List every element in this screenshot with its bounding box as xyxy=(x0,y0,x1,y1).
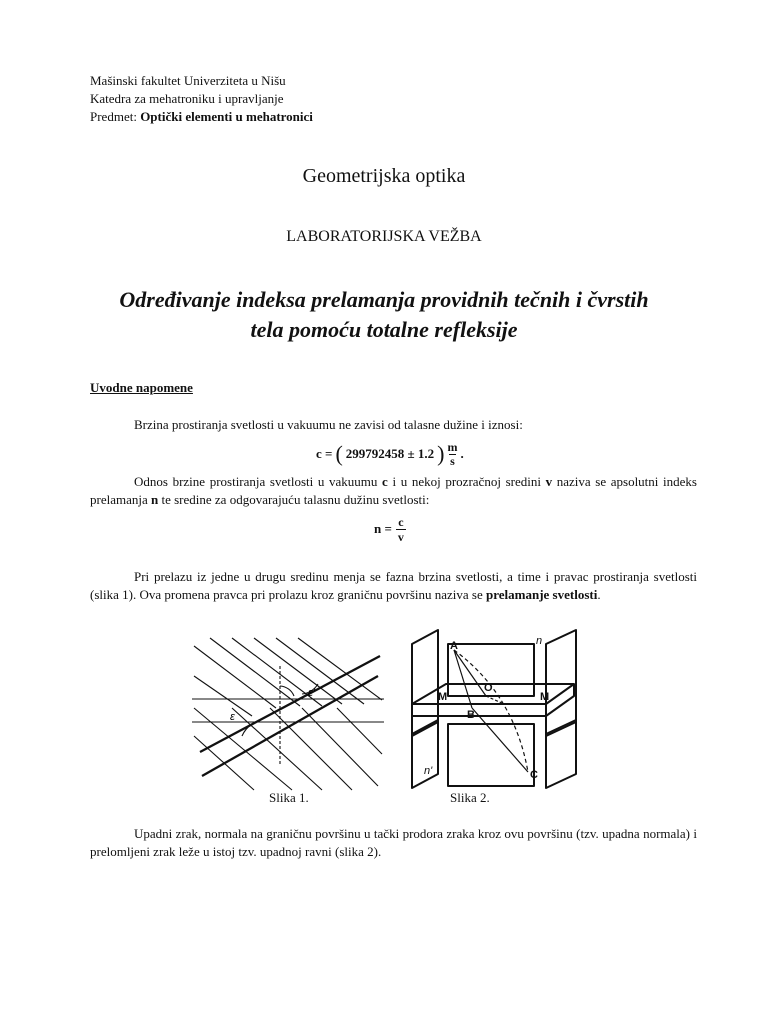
p2-text4: te sredine za odgovarajuću talasnu dužinu svetlosti: xyxy=(158,492,430,507)
paragraph-speed: Brzina prostiranja svetlosti u vakuumu ne zavisi od talasne dužine i iznosi: xyxy=(134,417,523,432)
paragraph-refraction xyxy=(90,568,697,604)
p3-text: Pri prelazu iz jedne u drugu sredinu menja se fazna brzina svetlosti, a time i pravac prostiranja svetlosti (slika 1). Ova promena pravca pri prolazu kroz graničnu površinu naziva se xyxy=(90,569,697,602)
p3-end: . xyxy=(597,587,601,602)
section-title: Uvodne napomene xyxy=(90,380,193,395)
main-title-line1: Određivanje indeksa prelamanja providnih tečnih i čvrstih xyxy=(119,287,649,312)
figure-2-caption: Slika 2. xyxy=(450,790,490,805)
unit-fraction xyxy=(447,441,457,468)
label-medium-n-prime: n' xyxy=(424,765,433,777)
page-heading: Geometrijska optika xyxy=(302,165,466,187)
paragraph-index-definition xyxy=(90,473,697,509)
faculty-name: Mašinski fakultet Univerziteta u Nišu xyxy=(90,73,286,88)
fraction-c-over-v xyxy=(396,515,406,544)
p2-text3: naziva se apsolutni indeks prelamanja xyxy=(90,474,697,507)
p2-c: c xyxy=(382,474,388,489)
main-title-line2: tela pomoću totalne refleksije xyxy=(250,317,518,342)
formula2-lhs: n = xyxy=(374,521,392,536)
subject-line xyxy=(90,109,313,125)
lab-heading: LABORATORIJSKA VEŽBA xyxy=(286,228,482,245)
formula-lhs: c = xyxy=(316,446,333,461)
unit-numerator: m xyxy=(447,439,458,454)
p2-text2: i u nekoj prozračnoj sredini xyxy=(387,474,546,489)
formula-refractive-index xyxy=(374,511,406,547)
fraction-numerator: c xyxy=(398,514,404,529)
figure-1-refraction-diagram xyxy=(192,636,384,792)
label-m-right: M xyxy=(540,691,550,703)
subject-label: Predmet: xyxy=(90,109,141,124)
paren-close: ) xyxy=(437,441,445,466)
unit-denominator: s xyxy=(450,453,455,468)
point-label-a: A xyxy=(450,640,458,652)
p3-bold-term: prelamanje svetlosti xyxy=(486,587,598,602)
angle-label-refracted: ε' xyxy=(308,687,315,699)
formula-end: . xyxy=(460,446,464,461)
p2-v: v xyxy=(545,474,553,489)
label-medium-n: n xyxy=(536,635,543,647)
figure-2-incidence-plane-diagram xyxy=(404,624,584,792)
label-m-left: M xyxy=(438,691,448,703)
formula-value: 299792458 ± 1.2 xyxy=(345,446,435,461)
formula-speed-of-light xyxy=(316,436,464,472)
p2-text1: Odnos brzine prostiranja svetlosti u vakuumu xyxy=(134,474,383,489)
point-label-b: B xyxy=(467,709,475,721)
paren-open: ( xyxy=(335,441,343,466)
fraction-denominator: v xyxy=(397,529,404,544)
main-title xyxy=(0,285,768,345)
angle-label-incident: ε xyxy=(230,711,235,723)
department-name: Katedra za mehatroniku i upravljanje xyxy=(90,91,284,106)
subject-value: Optički elementi u mehatronici xyxy=(140,109,313,124)
figure-1-caption: Slika 1. xyxy=(269,790,309,805)
point-label-c: C xyxy=(530,769,538,781)
p2-n: n xyxy=(151,492,159,507)
paragraph-incidence-plane: Upadni zrak, normala na graničnu površinu u tački prodora zraka kroz ovu površinu (tzv. upadna normala) i prelomljeni zrak leže u istoj tzv. upadnoj ravni (slika 2). xyxy=(90,826,697,859)
point-label-o: O xyxy=(484,682,493,694)
